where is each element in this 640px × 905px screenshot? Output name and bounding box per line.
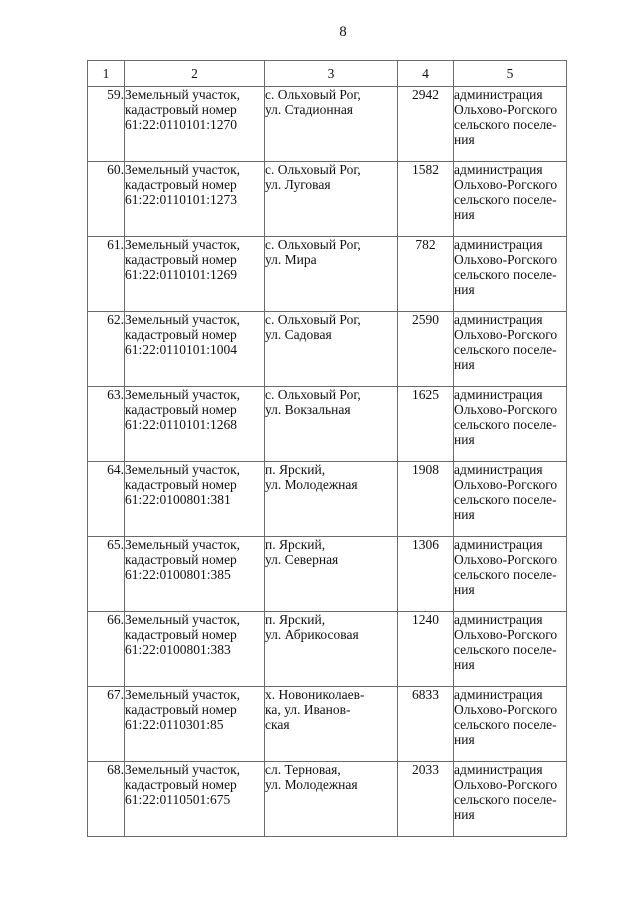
row-number: 63. (88, 387, 125, 462)
owner-line: Ольхово-Рогского (454, 402, 558, 417)
row-number: 65. (88, 537, 125, 612)
table-row (88, 87, 567, 162)
row-number: 68. (88, 762, 125, 837)
owner-line: ния (454, 807, 475, 822)
object-line: 61:22:0100801:385 (125, 567, 231, 582)
address-line: с. Ольховый Рог, (265, 387, 361, 402)
address-cell (265, 312, 398, 387)
owner-line: ния (454, 357, 475, 372)
table-header-row (88, 61, 567, 87)
owner-line: Ольхово-Рогского (454, 327, 558, 342)
owner-cell (454, 612, 567, 687)
object-line: кадастровый номер (125, 777, 237, 792)
owner-line: сельского поселе- (454, 567, 557, 582)
object-line: кадастровый номер (125, 177, 237, 192)
address-line: сл. Терновая, (265, 762, 341, 777)
object-line: 61:22:0110101:1270 (125, 117, 238, 132)
object-line: Земельный участок, (125, 237, 241, 252)
object-cell (125, 387, 265, 462)
object-line: 61:22:0110501:675 (125, 792, 231, 807)
object-cell (125, 237, 265, 312)
column-header-number: 1 (88, 61, 125, 87)
owner-line: сельского поселе- (454, 492, 557, 507)
area-cell: 2590 (398, 312, 454, 387)
owner-line: ния (454, 657, 475, 672)
area-cell: 6833 (398, 687, 454, 762)
owner-cell (454, 537, 567, 612)
table-body (88, 87, 567, 837)
object-line: кадастровый номер (125, 477, 237, 492)
owner-line: администрация (454, 87, 543, 102)
owner-line: Ольхово-Рогского (454, 252, 558, 267)
object-line: 61:22:0110301:85 (125, 717, 224, 732)
address-line: ка, ул. Иванов- (265, 702, 351, 717)
owner-line: сельского поселе- (454, 792, 557, 807)
object-line: 61:22:0110101:1269 (125, 267, 238, 282)
object-cell (125, 612, 265, 687)
address-line: ул. Луговая (265, 177, 331, 192)
address-cell (265, 762, 398, 837)
owner-line: сельского поселе- (454, 267, 557, 282)
address-cell (265, 87, 398, 162)
object-cell (125, 537, 265, 612)
address-line: с. Ольховый Рог, (265, 162, 361, 177)
owner-line: администрация (454, 537, 543, 552)
owner-cell (454, 162, 567, 237)
object-line: 61:22:0100801:381 (125, 492, 231, 507)
address-cell (265, 462, 398, 537)
address-line: ул. Стадионная (265, 102, 354, 117)
owner-cell (454, 762, 567, 837)
owner-line: сельского поселе- (454, 417, 557, 432)
owner-line: ния (454, 207, 475, 222)
object-line: Земельный участок, (125, 312, 241, 327)
table-row (88, 612, 567, 687)
owner-line: Ольхово-Рогского (454, 477, 558, 492)
object-line: 61:22:0110101:1004 (125, 342, 238, 357)
area-cell: 782 (398, 237, 454, 312)
address-line: ул. Садовая (265, 327, 332, 342)
object-line: кадастровый номер (125, 102, 237, 117)
owner-line: администрация (454, 687, 543, 702)
table-row (88, 687, 567, 762)
area-cell: 1908 (398, 462, 454, 537)
object-line: Земельный участок, (125, 612, 241, 627)
column-header-area: 4 (398, 61, 454, 87)
object-line: Земельный участок, (125, 537, 241, 552)
address-line: ул. Абрикосовая (265, 627, 359, 642)
object-line: кадастровый номер (125, 402, 237, 417)
table-row (88, 162, 567, 237)
object-line: Земельный участок, (125, 462, 241, 477)
object-line: кадастровый номер (125, 327, 237, 342)
owner-cell (454, 87, 567, 162)
column-header-address: 3 (265, 61, 398, 87)
owner-line: Ольхово-Рогского (454, 777, 558, 792)
object-line: Земельный участок, (125, 762, 241, 777)
object-line: кадастровый номер (125, 627, 237, 642)
row-number: 66. (88, 612, 125, 687)
object-line: 61:22:0100801:383 (125, 642, 231, 657)
row-number: 64. (88, 462, 125, 537)
address-line: п. Ярский, (265, 537, 326, 552)
owner-line: сельского поселе- (454, 117, 557, 132)
area-cell: 1625 (398, 387, 454, 462)
address-line: с. Ольховый Рог, (265, 312, 361, 327)
owner-line: ния (454, 432, 475, 447)
owner-line: Ольхово-Рогского (454, 102, 558, 117)
object-line: 61:22:0110101:1268 (125, 417, 238, 432)
address-line: п. Ярский, (265, 462, 326, 477)
row-number: 59. (88, 87, 125, 162)
object-line: Земельный участок, (125, 87, 241, 102)
address-cell (265, 237, 398, 312)
area-cell: 2033 (398, 762, 454, 837)
owner-line: Ольхово-Рогского (454, 627, 558, 642)
column-header-owner: 5 (454, 61, 567, 87)
address-line: ул. Молодежная (265, 777, 358, 792)
owner-cell (454, 687, 567, 762)
page-number: 8 (339, 24, 347, 40)
object-line: Земельный участок, (125, 162, 241, 177)
owner-line: администрация (454, 162, 543, 177)
owner-line: ния (454, 732, 475, 747)
object-cell (125, 687, 265, 762)
row-number: 67. (88, 687, 125, 762)
owner-cell (454, 312, 567, 387)
address-line: с. Ольховый Рог, (265, 87, 361, 102)
table-row (88, 462, 567, 537)
object-line: 61:22:0110101:1273 (125, 192, 238, 207)
owner-line: ния (454, 282, 475, 297)
table-row (88, 762, 567, 837)
owner-line: сельского поселе- (454, 192, 557, 207)
address-line: п. Ярский, (265, 612, 326, 627)
address-cell (265, 612, 398, 687)
owner-line: ния (454, 507, 475, 522)
address-cell (265, 162, 398, 237)
object-cell (125, 162, 265, 237)
object-cell (125, 462, 265, 537)
owner-line: сельского поселе- (454, 717, 557, 732)
object-cell (125, 762, 265, 837)
table-row (88, 312, 567, 387)
owner-cell (454, 462, 567, 537)
owner-line: администрация (454, 462, 543, 477)
property-table (87, 60, 567, 837)
owner-line: сельского поселе- (454, 642, 557, 657)
row-number: 60. (88, 162, 125, 237)
owner-line: Ольхово-Рогского (454, 177, 558, 192)
owner-line: Ольхово-Рогского (454, 702, 558, 717)
owner-cell (454, 237, 567, 312)
object-line: Земельный участок, (125, 687, 241, 702)
address-line: ул. Молодежная (265, 477, 358, 492)
owner-line: ния (454, 132, 475, 147)
row-number: 61. (88, 237, 125, 312)
object-line: Земельный участок, (125, 387, 241, 402)
owner-line: администрация (454, 237, 543, 252)
address-line: с. Ольховый Рог, (265, 237, 361, 252)
owner-line: администрация (454, 762, 543, 777)
owner-line: администрация (454, 312, 543, 327)
table-row (88, 387, 567, 462)
area-cell: 1240 (398, 612, 454, 687)
address-cell (265, 387, 398, 462)
address-cell (265, 687, 398, 762)
owner-line: ния (454, 582, 475, 597)
object-line: кадастровый номер (125, 552, 237, 567)
object-line: кадастровый номер (125, 702, 237, 717)
row-number: 62. (88, 312, 125, 387)
object-cell (125, 87, 265, 162)
area-cell: 2942 (398, 87, 454, 162)
column-header-object: 2 (125, 61, 265, 87)
object-line: кадастровый номер (125, 252, 237, 267)
address-line: х. Новониколаев- (265, 687, 365, 702)
owner-line: администрация (454, 387, 543, 402)
owner-line: администрация (454, 612, 543, 627)
address-line: ул. Вокзальная (265, 402, 351, 417)
owner-line: Ольхово-Рогского (454, 552, 558, 567)
table-row (88, 537, 567, 612)
address-line: ул. Северная (265, 552, 339, 567)
table-row (88, 237, 567, 312)
address-line: ул. Мира (265, 252, 317, 267)
area-cell: 1582 (398, 162, 454, 237)
address-cell (265, 537, 398, 612)
object-cell (125, 312, 265, 387)
owner-line: сельского поселе- (454, 342, 557, 357)
address-line: ская (265, 717, 290, 732)
owner-cell (454, 387, 567, 462)
area-cell: 1306 (398, 537, 454, 612)
